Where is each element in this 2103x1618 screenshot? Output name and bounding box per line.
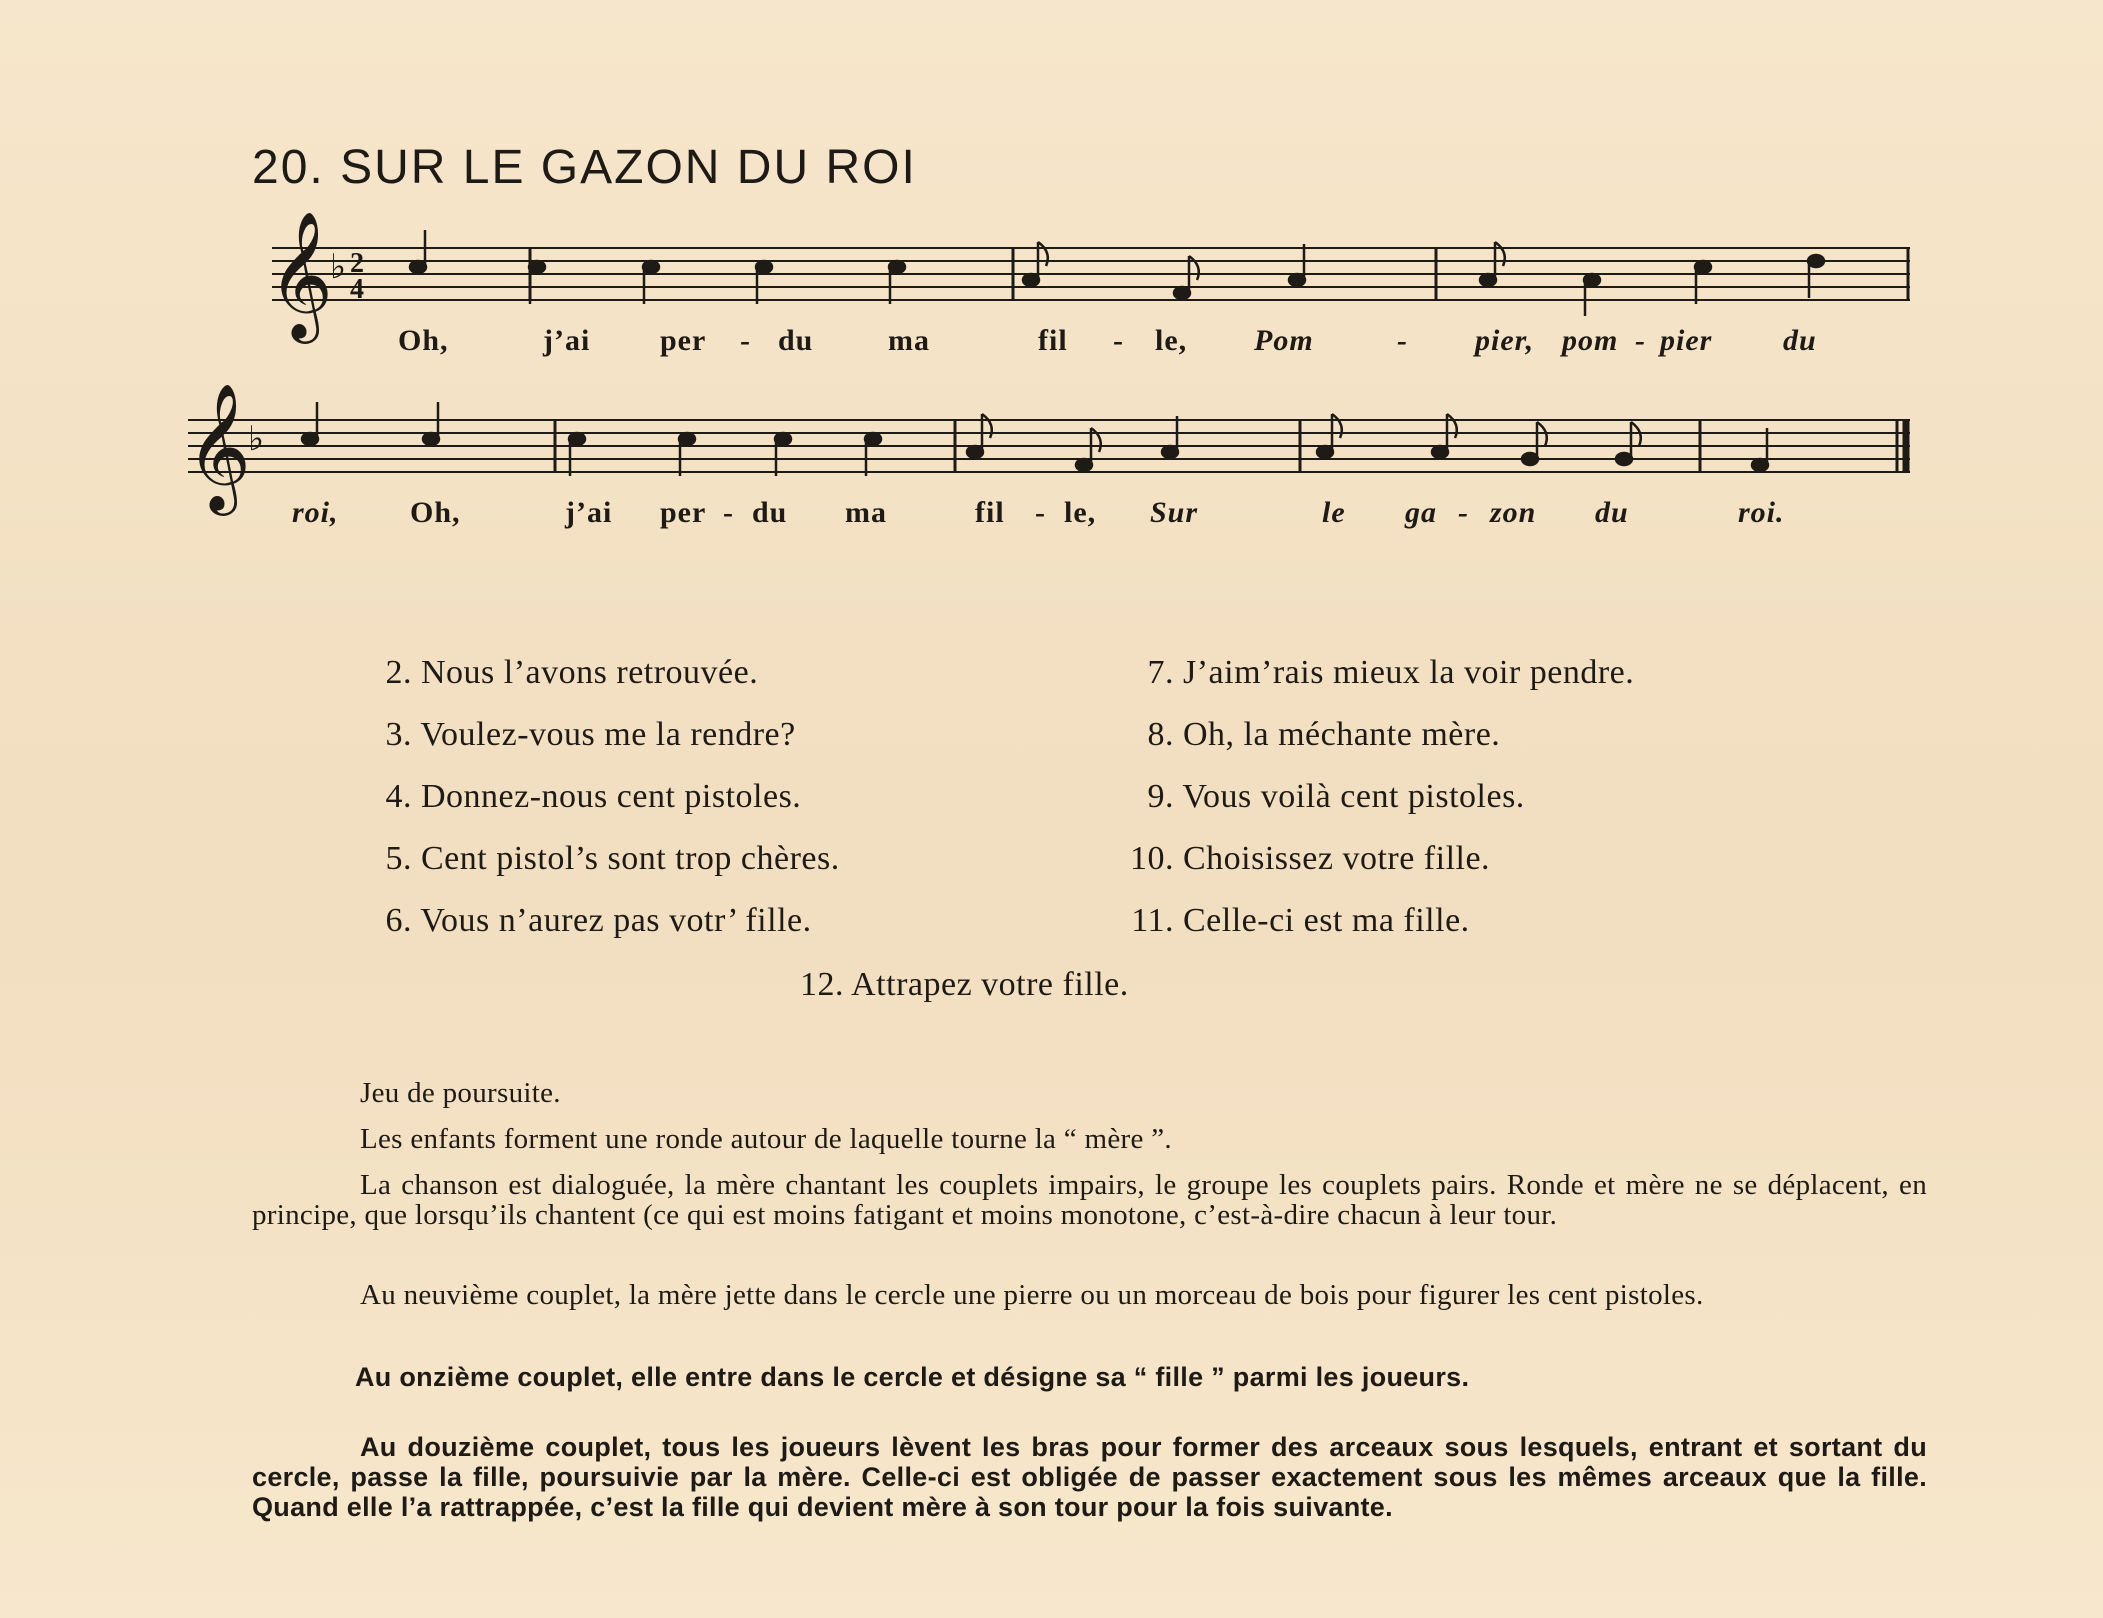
time-sig-top: 2 — [350, 248, 364, 279]
lyric-syllable: ma — [888, 324, 930, 357]
verse-number: 8. — [1147, 716, 1174, 753]
staff-lines — [188, 420, 1910, 472]
verse-number: 12. — [800, 966, 844, 1003]
paragraph-ronde: Les enfants forment une ronde autour de laquelle tourne la “ mère ”. — [360, 1123, 1172, 1155]
lyric-syllable: pier — [1660, 324, 1713, 357]
verse-item — [1112, 654, 1634, 692]
verse-number: 7. — [1147, 654, 1174, 691]
lyric-syllable: - — [723, 496, 734, 529]
note — [1752, 459, 1768, 471]
lyric-syllable: - — [1458, 496, 1469, 529]
note — [775, 433, 791, 445]
treble-clef-icon: 𝄞 — [186, 382, 252, 510]
note — [967, 446, 983, 458]
verse-item — [1112, 778, 1525, 816]
verse-text: Voulez-vous me la rendre? — [420, 716, 796, 753]
paragraph-dialogue: La chanson est dialoguée, la mère chantant les couplets impairs, le groupe les couplets pairs. Ronde et mère ne se déplacent, en principe, que lorsqu’ils chantent (ce qui est moins fatigant et moins monotone, c’est-à-dire chacun à leur tour. — [252, 1169, 1927, 1231]
verse-item — [372, 902, 812, 940]
verse-number: 11. — [1131, 902, 1174, 939]
paragraph-intro: Jeu de poursuite. — [360, 1077, 561, 1109]
lyric-syllable: du — [1595, 496, 1629, 529]
verse-item — [1112, 716, 1500, 754]
note — [569, 433, 585, 445]
verse-number: 10. — [1130, 840, 1174, 877]
lyric-syllable: pier, — [1475, 324, 1535, 357]
lyric-syllable: j’ai — [565, 496, 613, 529]
lyric-syllable: du — [752, 496, 788, 529]
lyric-syllable: per — [660, 324, 707, 357]
verse-number: 3. — [385, 716, 412, 753]
paragraph-eleventh: Au onzième couplet, elle entre dans le cercle et désigne sa “ fille ” parmi les joueurs. — [355, 1362, 1470, 1392]
lyric-syllable: pom — [1562, 324, 1619, 357]
verse-text: Donnez-nous cent pistoles. — [421, 778, 802, 815]
verse-number: 9. — [1147, 778, 1174, 815]
note — [410, 261, 426, 273]
flat-icon: ♭ — [330, 247, 347, 287]
staff-lines — [272, 248, 1910, 300]
lyric-syllable: le — [1322, 496, 1346, 529]
verse-text: Celle-ci est ma fille. — [1183, 902, 1470, 939]
note — [865, 433, 881, 445]
note — [1808, 255, 1824, 267]
verse-item — [372, 778, 801, 816]
notes — [302, 402, 1768, 476]
verse-item — [372, 840, 840, 878]
note — [1289, 274, 1305, 286]
lyric-syllable: fil — [1038, 324, 1068, 357]
verse-number: 2. — [385, 654, 412, 691]
lyric-syllable: - — [1113, 324, 1124, 357]
verse-number: 4. — [385, 778, 412, 815]
lyric-syllable: Oh, — [398, 324, 449, 357]
paragraph-ninth: Au neuvième couplet, la mère jette dans le cercle une pierre ou un morceau de bois pour figurer les cent pistoles. — [360, 1279, 1704, 1311]
note — [1522, 453, 1538, 465]
song-title: 20. SUR LE GAZON DU ROI — [252, 141, 917, 194]
note — [1695, 261, 1711, 273]
note — [529, 261, 545, 273]
verse-text: Attrapez votre fille. — [851, 966, 1129, 1003]
verse-item-center — [792, 966, 1129, 1004]
lyric-syllable: zon — [1490, 496, 1537, 529]
note — [302, 433, 318, 445]
lyric-syllable: du — [1783, 324, 1817, 357]
lyric-syllable: roi. — [1738, 496, 1785, 529]
verse-text: Vous voilà cent pistoles. — [1182, 778, 1525, 815]
note — [1616, 453, 1632, 465]
lyric-syllable: Oh, — [410, 496, 461, 529]
note — [679, 433, 695, 445]
lyric-syllable: per — [660, 496, 707, 529]
verse-text: Vous n’aurez pas votr’ fille. — [420, 902, 812, 939]
verse-text: Oh, la méchante mère. — [1183, 716, 1501, 753]
lyric-syllable: fil — [975, 496, 1005, 529]
lyric-syllable: - — [1035, 496, 1046, 529]
note — [1023, 274, 1039, 286]
paragraph-twelfth: Au douzième couplet, tous les joueurs lèvent les bras pour former des arceaux sous lesquels, entrant et sortant du cercle, passe la fille, poursuivie par la mère. Celle-ci est obligée de passer exactement sous les mêmes arceaux que la fille. Quand elle l’a rattrappée, c’est la fille qui devient mère à son tour pour la fois suivante. — [252, 1432, 1927, 1522]
time-sig-bottom: 4 — [350, 274, 364, 305]
note — [1432, 446, 1448, 458]
lyric-syllable: du — [778, 324, 814, 357]
note — [1162, 446, 1178, 458]
note — [423, 433, 439, 445]
verse-item — [372, 654, 758, 692]
lyric-syllable: ma — [845, 496, 887, 529]
flat-icon: ♭ — [248, 419, 265, 459]
lyric-syllable: roi, — [292, 496, 339, 529]
note — [1480, 274, 1496, 286]
note — [1584, 274, 1600, 286]
lyric-syllable: - — [1635, 324, 1646, 357]
lyric-syllable: - — [740, 324, 751, 357]
treble-clef-icon: 𝄞 — [268, 210, 334, 338]
note — [889, 261, 905, 273]
verse-item — [1112, 840, 1490, 878]
verse-text: Choisissez votre fille. — [1183, 840, 1491, 877]
lyric-syllable: j’ai — [543, 324, 591, 357]
note — [1317, 446, 1333, 458]
lyric-syllable: ga — [1405, 496, 1437, 529]
verse-text: Cent pistol’s sont trop chères. — [421, 840, 840, 877]
lyric-syllable: Pom — [1254, 324, 1314, 357]
verse-text: J’aim’rais mieux la voir pendre. — [1183, 654, 1635, 691]
lyric-syllable: le, — [1064, 496, 1097, 529]
verse-number: 5. — [385, 840, 412, 877]
lyric-syllable: Sur — [1150, 496, 1199, 529]
note — [643, 261, 659, 273]
note — [1174, 287, 1190, 299]
note — [756, 261, 772, 273]
lyric-syllable: le, — [1155, 324, 1188, 357]
verse-item — [1112, 902, 1470, 940]
note — [1076, 459, 1092, 471]
verse-text: Nous l’avons retrouvée. — [421, 654, 759, 691]
verse-number: 6. — [385, 902, 412, 939]
lyric-syllable: - — [1397, 324, 1408, 357]
verse-item — [372, 716, 796, 754]
